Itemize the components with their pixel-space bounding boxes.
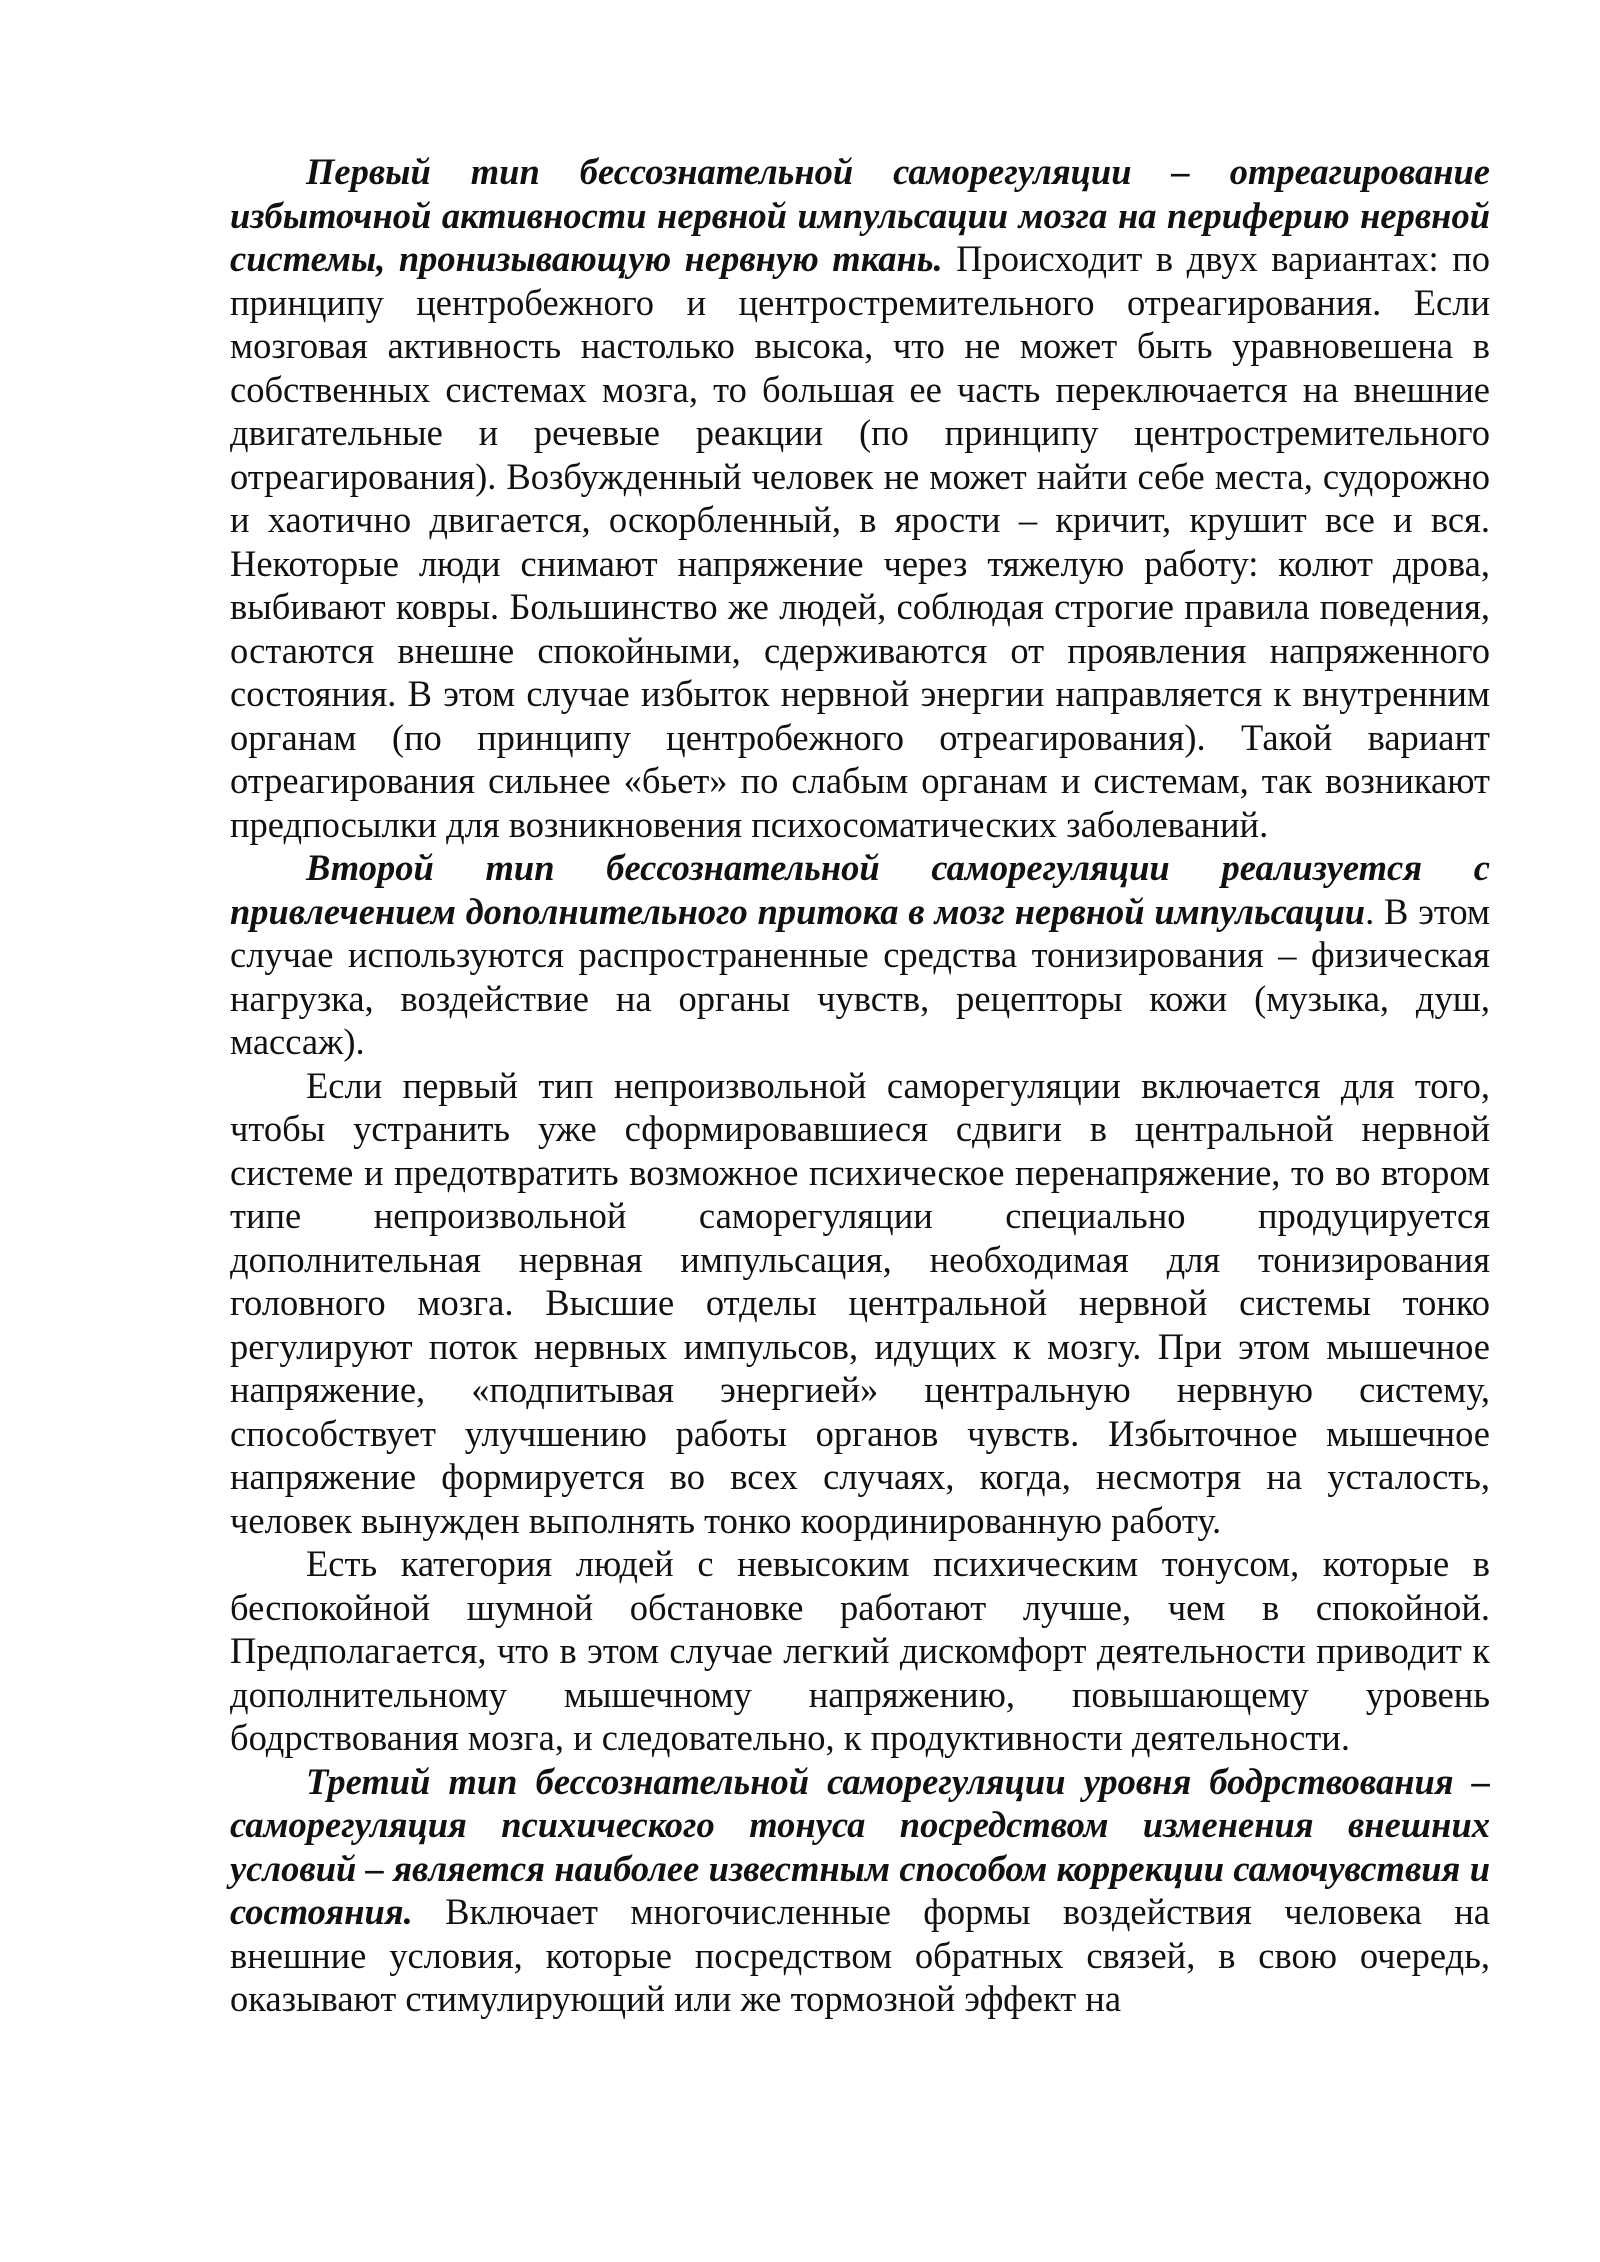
- paragraph-second-type: [230, 846, 1490, 1064]
- paragraph-text: . В этом случае используются распространенные средства тонизирования – физическая нагрузка, воздействие на органы чувств, рецепторы кожи (музыка, душ, массаж).: [230, 890, 1490, 1062]
- paragraph-emphasis: Первый тип бессознательной саморегуляции – отреагирование избыточной активности нервной импульсации мозга на периферию нервной системы, пронизывающую нервную ткань.: [230, 151, 1490, 279]
- paragraph-emphasis: Третий тип бессознательной саморегуляции уровня бодрствования – саморегуляция психического тонуса посредством изменения внешних условий – является наиболее известным способом коррекции самочувствия и состояния.: [230, 1760, 1490, 1932]
- paragraph-first-type: [230, 150, 1490, 846]
- paragraph-comparison: [230, 1064, 1490, 1543]
- paragraph-third-type: [230, 1760, 1490, 2021]
- paragraph-emphasis: Второй тип бессознательной саморегуляции реализуется с привлечением дополнительного притока в мозг нервной импульсации: [230, 847, 1490, 932]
- document-page: [230, 150, 1490, 2021]
- paragraph-text: Происходит в двух вариантах: по принципу центробежного и центростремительного отреагирования. Если мозговая активность настолько высока, что не может быть уравновешена в собственных системах мозга, то большая ее часть переключается на внешние двигательные и речевые реакции (по принципу центростремительного отреагирования). Возбужденный человек не может найти себе места, судорожно и хаотично двигается, оскорбленный, в ярости – кричит, крушит все и вся. Некоторые люди снимают напряжение через тяжелую работу: колют дрова, выбивают ковры. Большинство же людей, соблюдая строгие правила поведения, остаются внешне спокойными, сдерживаются от проявления напряженного состояния. В этом случае избыток нервной энергии направляется к внутренним органам (по принципу центробежного отреагирования). Такой вариант отреагирования сильнее «бьет» по слабым органам и системам, так возникают предпосылки для возникновения психосоматических заболеваний.: [230, 238, 1490, 845]
- paragraph-text: Если первый тип непроизвольной саморегуляции включается для того, чтобы устранить уже сформировавшиеся сдвиги в центральной нервной системе и предотвратить возможное психическое перенапряжение, то во втором типе непроизвольной саморегуляции специально продуцируется дополнительная нервная импульсация, необходимая для тонизирования головного мозга. Высшие отделы центральной нервной системы тонко регулируют поток нервных импульсов, идущих к мозгу. При этом мышечное напряжение, «подпитывая энергией» центральную нервную систему, способствует улучшению работы органов чувств. Избыточное мышечное напряжение формируется во всех случаях, когда, несмотря на усталость, человек вынужден выполнять тонко координированную работу.: [230, 1064, 1490, 1541]
- paragraph-text: Включает многочисленные формы воздействия человека на внешние условия, которые посредством обратных связей, в свою очередь, оказывают стимулирующий или же тормозной эффект на: [230, 1891, 1490, 2019]
- paragraph-low-tonus: [230, 1542, 1490, 1760]
- paragraph-text: Есть категория людей с невысоким психическим тонусом, которые в беспокойной шумной обстановке работают лучше, чем в спокойной. Предполагается, что в этом случае легкий дискомфорт деятельности приводит к дополнительному мышечному напряжению, повышающему уровень бодрствования мозга, и следовательно, к продуктивности деятельности.: [230, 1543, 1490, 1758]
